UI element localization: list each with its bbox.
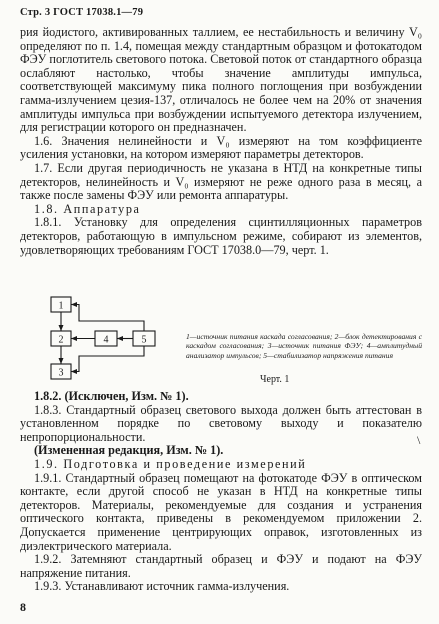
paragraph-1-9-1: 1.9.1. Стандартный образец помещают на фотокатоде ФЭУ в оптическом контакте, если другой способ не указан в НТД на конкретные типы детекторов. Материалы, рекомендуемые для создания и устранения оптического контакта, приведены в рекомендуемом приложении 2. Допускается применение центрирующих оправок, изготовленных из диэлектрического материала. bbox=[20, 470, 422, 553]
paragraph-1-9-3: 1.9.3. Устанавливают источник гамма-излучения. bbox=[34, 579, 290, 594]
paragraph-1-9-2: 1.9.2. Затемняют стандартный образец и ФЭУ и подают на ФЭУ напряжение питания. bbox=[20, 552, 422, 580]
paragraph-1-8-2: 1.8.2. (Исключен, Изм. № 1). bbox=[34, 389, 189, 403]
diagram-label-5: 5 bbox=[141, 334, 147, 346]
diagram-label-2: 2 bbox=[58, 334, 64, 346]
paragraph-1-8-3: 1.8.3. Стандартный образец светового выхода должен быть аттестован в установленном порядке по световому выходу и показателю непропорциональности. bbox=[20, 402, 422, 444]
block-diagram bbox=[37, 293, 185, 385]
top-text-block bbox=[20, 26, 422, 257]
paragraph-1-5-cont: рия йодистого, активированных таллием, ее нестабильность и величину V₀ определяют по п. 1.4, помещая между стандартным образцом и фотокатодом ФЭУ поглотитель светового потока. Световой поток от стандартного образца ослабляют настолько, чтобы значение амплитуды импульса, соответствующей максимуму пика полного поглощения при возбуждении гамма-излучением цезия-137, отличалось не более чем на 20% от значения амплитуды импульса при возбуждении испытуемого детектора излучением, для регистрации которого он предназначен. bbox=[20, 25, 422, 135]
paragraph-1-6: 1.6. Значения нелинейности и V₀ измеряют на том коэффициенте усиления установки, на котором измеряют параметры детекторов. bbox=[20, 133, 422, 162]
paragraph-1-8-1: 1.8.1. Установку для определения сцинтилляционных параметров детекторов, работающую в импульсном режиме, собирают из элементов, удовлетворяющих требованиям ГОСТ 17038.0—79, черт. 1. bbox=[20, 215, 422, 257]
figure-label: Черт. 1 bbox=[260, 374, 290, 385]
margin-mark: \ bbox=[417, 433, 421, 447]
paragraph-1-7: 1.7. Если другая периодичность не указана в НТД на конкретные типы детекторов, нелинейность и V₀ измеряют не реже одного раза в месяц, а также после замены ФЭУ или ремонта аппаратуры. bbox=[20, 160, 422, 203]
section-heading-1-8: 1.8. Аппаратура bbox=[34, 201, 141, 216]
diagram-label-3: 3 bbox=[58, 367, 64, 379]
diagram-label-4: 4 bbox=[103, 334, 109, 346]
bottom-text-block bbox=[20, 390, 422, 594]
section-heading-1-9: 1.9. Подготовка и проведение измерений bbox=[34, 456, 307, 471]
page-number: 8 bbox=[20, 600, 26, 614]
page-header: Стр. 3 ГОСТ 17038.1—79 bbox=[20, 7, 144, 18]
amendment-note: (Измененная редакция, Изм. № 1). bbox=[34, 443, 224, 458]
figure-caption: 1—источник питания каскада согласования; 2—блок детектирования с каскадом согласования; 3—источник питания ФЭУ; 4—амплитудный анализатор импульсов; 5—стабилизатор напряжения питания bbox=[186, 332, 422, 360]
diagram-label-1: 1 bbox=[58, 300, 64, 312]
